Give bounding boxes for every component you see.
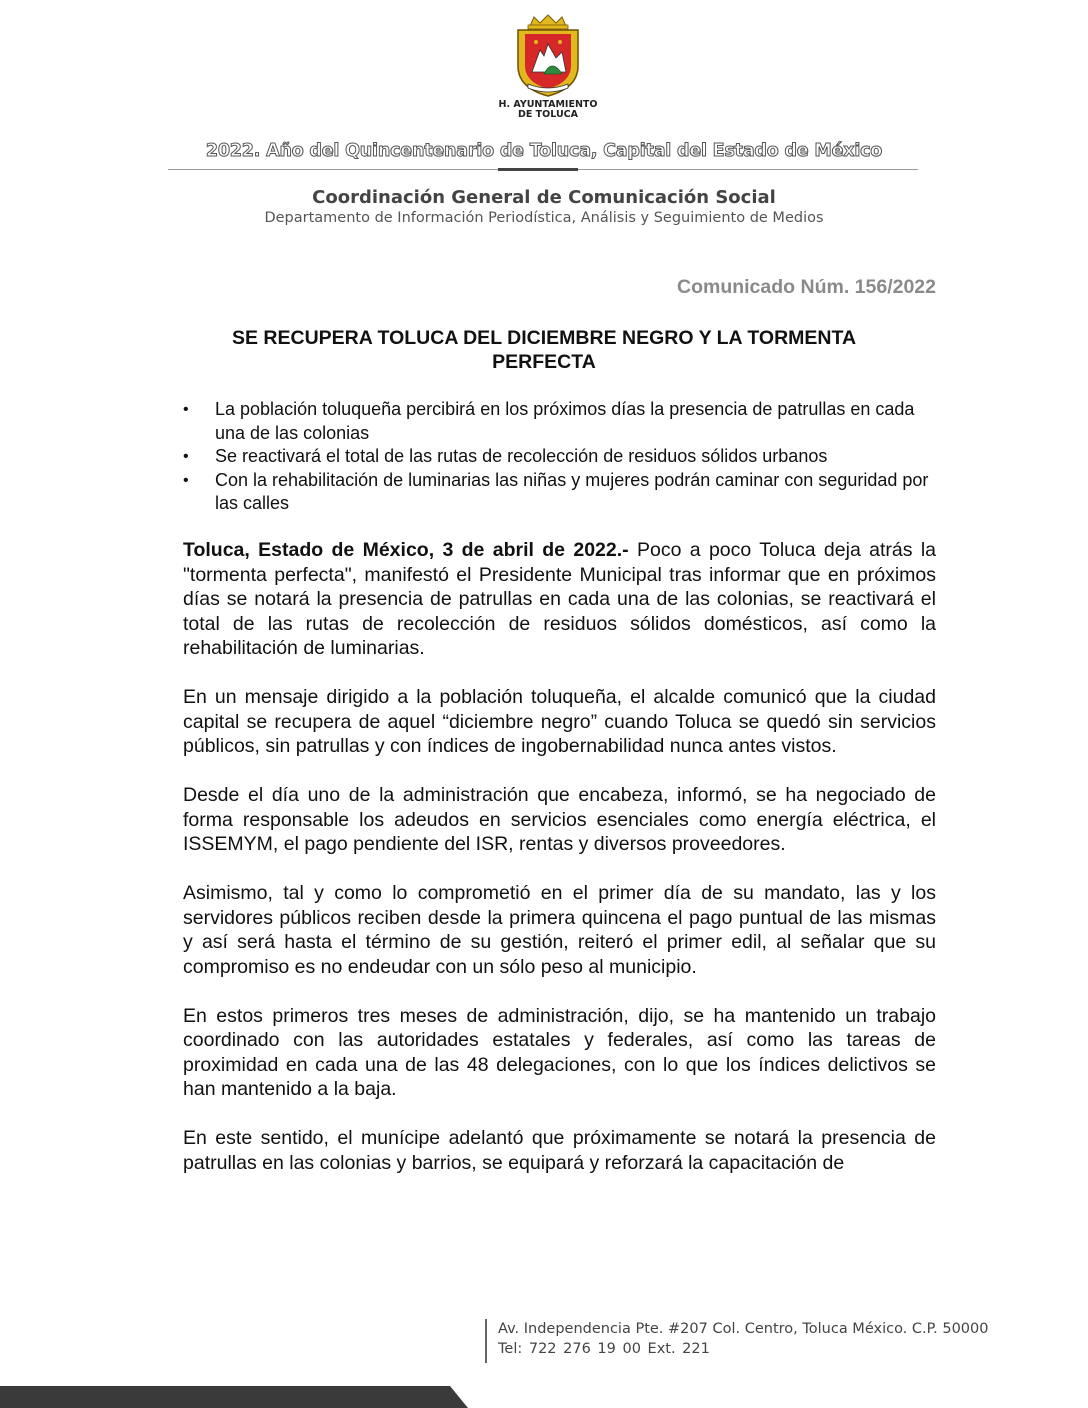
press-release-number: Comunicado Núm. 156/2022 <box>676 276 936 298</box>
article-body <box>183 538 936 1200</box>
paragraph-1-text: Poco a poco Toluca deja atrás la "tormenta perfecta", manifestó el Presidente Municipal tras informar que en próximos días se notará la presencia de patrullas en cada una de las colonias, se reactivará el total de las rutas de recolección de residuos sólidos domésticos, así como la rehabilitación de luminarias. <box>183 539 936 659</box>
footer-phone: Tel: 722 276 19 00 Ext. 221 <box>498 1341 710 1357</box>
year-motto: 2022. Año del Quincentenario de Toluca, Capital del Estado de México <box>205 141 883 161</box>
headline: SE RECUPERA TOLUCA DEL DICIEMBRE NEGRO Y LA TORMENTA PERFECTA <box>231 327 857 373</box>
paragraph-6: En este sentido, el munícipe adelantó que próximamente se notará la presencia de patrullas en las colonias y barrios, se equipará y reforzará la capacitación de <box>183 1127 936 1174</box>
department-subtitle: Departamento de Información Periodística, Análisis y Seguimiento de Medios <box>264 210 824 226</box>
summary-bullets <box>183 398 943 516</box>
paragraph-4: Asimismo, tal y como lo comprometió en el primer día de su mandato, las y los servidores públicos reciben desde la primera quincena el pago puntual de las mismas y así será hasta el término de su gestión, reiteró el primer edil, al señalar que su compromiso es no endeudar con un sólo peso al municipio. <box>183 882 936 978</box>
logo-caption-line1: H. AYUNTAMIENTO <box>498 99 598 110</box>
list-item <box>183 398 943 445</box>
list-item <box>183 469 943 516</box>
footer-divider <box>485 1319 487 1363</box>
bullet-text: La población toluqueña percibirá en los próximos días la presencia de patrullas en cada una de las colonias <box>215 399 915 443</box>
paragraph-2: En un mensaje dirigido a la población toluqueña, el alcalde comunicó que la ciudad capital se recupera de aquel “diciembre negro” cuando Toluca se quedó sin servicios públicos, sin patrullas y con índices de ingobernabilidad nunca antes vistos. <box>183 686 936 757</box>
paragraph-1 <box>183 538 936 661</box>
toluca-logo <box>493 14 603 120</box>
bullet-text: Con la rehabilitación de luminarias las niñas y mujeres podrán caminar con seguridad por las calles <box>215 469 929 513</box>
footer-address: Av. Independencia Pte. #207 Col. Centro, Toluca México. C.P. 50000 <box>498 1321 989 1337</box>
department-title: Coordinación General de Comunicación Social <box>312 187 776 208</box>
toluca-coat-of-arms-icon <box>508 14 588 98</box>
paragraph-3: Desde el día uno de la administración que encabeza, informó, se ha negociado de forma responsable los adeudos en servicios esenciales como energía eléctrica, el ISSEMYM, el pago pendiente del ISR, rentas y diversos proveedores. <box>183 784 936 855</box>
bullet-dot-icon: • <box>183 448 189 465</box>
logo-caption-line2: DE TOLUCA <box>518 109 578 120</box>
bullet-dot-icon: • <box>183 471 189 489</box>
dateline: Toluca, Estado de México, 3 de abril de 2022.- <box>183 539 629 561</box>
bullet-text: Se reactivará el total de las rutas de recolección de residuos sólidos urbanos <box>215 446 828 466</box>
motto-divider-accent <box>498 168 578 171</box>
footer-bar <box>0 1386 470 1408</box>
paragraph-5: En estos primeros tres meses de administración, dijo, se ha mantenido un trabajo coordinado con las autoridades estatales y federales, así como las tareas de proximidad en cada una de las 48 delegaciones, con lo que los índices delictivos se han mantenido a la baja. <box>183 1004 936 1100</box>
bullet-dot-icon: • <box>183 401 189 418</box>
list-item <box>183 445 943 469</box>
